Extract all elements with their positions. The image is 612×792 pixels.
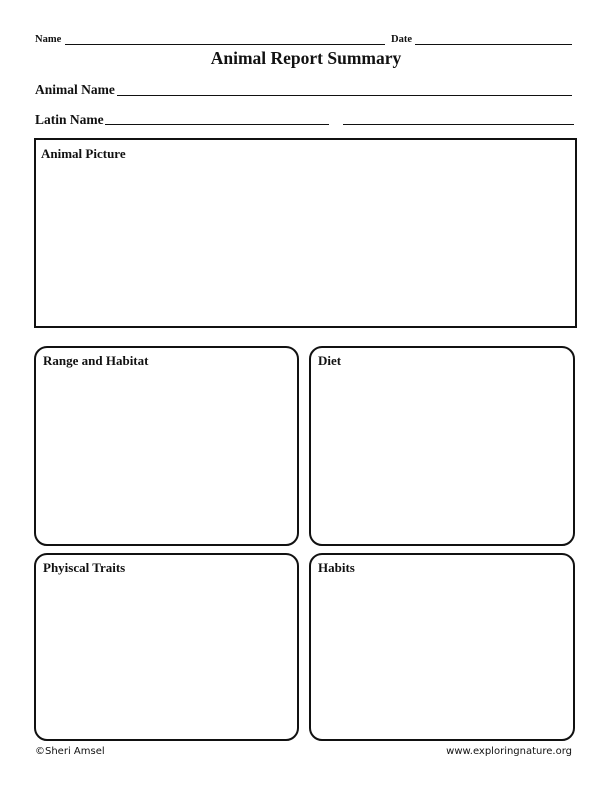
date-input-line[interactable] [415, 44, 572, 45]
page-title: Animal Report Summary [210, 48, 402, 68]
range-and-habitat-label: Range and Habitat [43, 353, 149, 368]
animal-picture-box[interactable] [34, 138, 577, 328]
animal-picture-label: Animal Picture [41, 146, 126, 161]
physical-traits-box[interactable] [34, 553, 299, 741]
range-and-habitat-box[interactable] [34, 346, 299, 546]
diet-box[interactable] [309, 346, 575, 546]
habits-label: Habits [318, 560, 355, 575]
latin-name-label: Latin Name [35, 112, 104, 127]
animal-name-label: Animal Name [35, 82, 115, 97]
latin-name-second-input-line[interactable] [343, 124, 574, 125]
latin-name-input-line[interactable] [105, 124, 329, 125]
habits-box[interactable] [309, 553, 575, 741]
name-input-line[interactable] [65, 44, 385, 45]
date-label: Date [391, 34, 412, 45]
website-link[interactable]: www.exploringnature.org [446, 746, 572, 757]
animal-name-input-line[interactable] [117, 95, 572, 96]
diet-label: Diet [318, 353, 342, 368]
physical-traits-label: Phyiscal Traits [43, 560, 126, 575]
name-label: Name [35, 34, 62, 45]
copyright-text: ©Sheri Amsel [35, 746, 105, 757]
